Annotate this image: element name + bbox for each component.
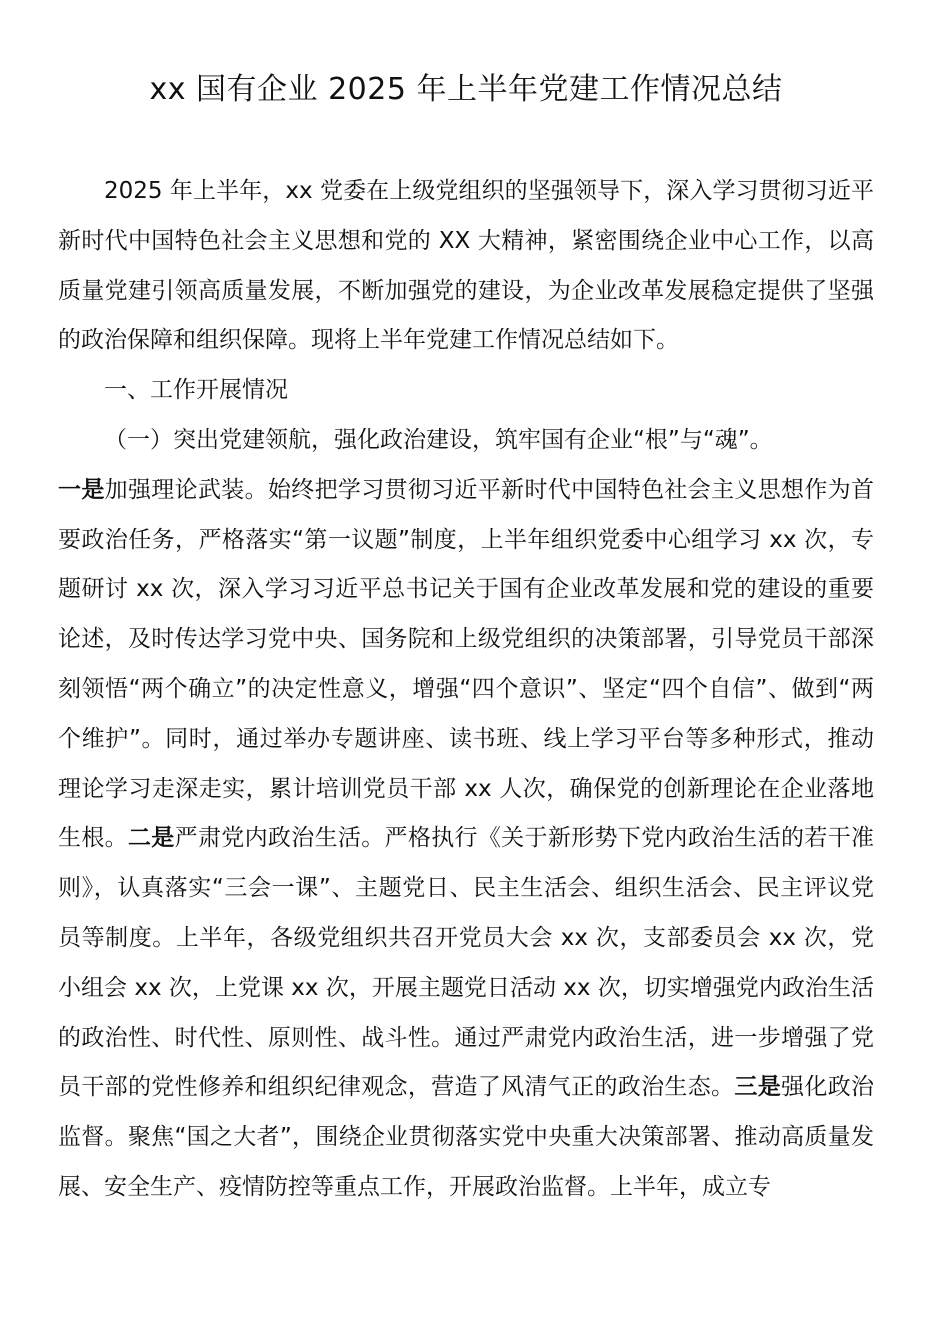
section-heading: 一、工作开展情况 [104,377,288,404]
document-body [58,167,874,1213]
point-3-label: 三是 [734,1074,782,1101]
point-1-label: 一是 [58,476,105,503]
subsection-heading: （一）突出党建领航，强化政治建设，筑牢国有企业“根”与“魂”。 [104,426,773,453]
detail-paragraph [58,466,874,1213]
point-3-text: 强化政治监督。聚焦“国之大者”，围绕企业贯彻落实党中央重大决策部署、推动高质量发展、安全生产、疫情防控等重点工作，开展政治监督。上半年，成立专 [58,1074,875,1200]
point-1-text: 加强理论武装。始终把学习贯彻习近平新时代中国特色社会主义思想作为首要政治任务，严格落实“第一议题”制度，上半年组织党委中心组学习 xx 次，专题研讨 xx 次，深入学习习近平总书记关于国有企业改革发展和党的建设的重要论述，及时传达学习党中央、国务院和上级党组织的决策部署，引导党员干部深刻领悟“两个确立”的决定性意义，增强“四个意识”、坚定“四个自信”、做到“两个维护”。同时，通过举办专题讲座、读书班、线上学习平台等多种形式，推动理论学习走深走实，累计培训党员干部 xx 人次，确保党的创新理论在企业落地生根。 [58,476,875,852]
point-2-text: 严肃党内政治生活。严格执行《关于新形势下党内政治生活的若干准则》，认真落实“三会一课”、主题党日、民主生活会、组织生活会、民主评议党员等制度。上半年，各级党组织共召开党员大会 xx 次，支部委员会 xx 次，党小组会 xx 次，上党课 xx 次，开展主题党日活动 xx 次，切实增强党内政治生活的政治性、时代性、原则性、战斗性。通过严肃党内政治生活，进一步增强了党员干部的党性修养和组织纪律观念，营造了风清气正的政治生态。 [58,825,875,1101]
point-2-label: 二是 [127,825,175,852]
document-title: xx 国有企业 2025 年上半年党建工作情况总结 [149,72,783,107]
intro-paragraph: 2025 年上半年，xx 党委在上级党组织的坚强领导下，深入学习贯彻习近平新时代中国特色社会主义思想和党的 XX 大精神，紧密围绕企业中心工作，以高质量党建引领高质量发展，不断加强党的建设，为企业改革发展稳定提供了坚强的政治保障和组织保障。现将上半年党建工作情况总结如下。 [58,178,874,354]
